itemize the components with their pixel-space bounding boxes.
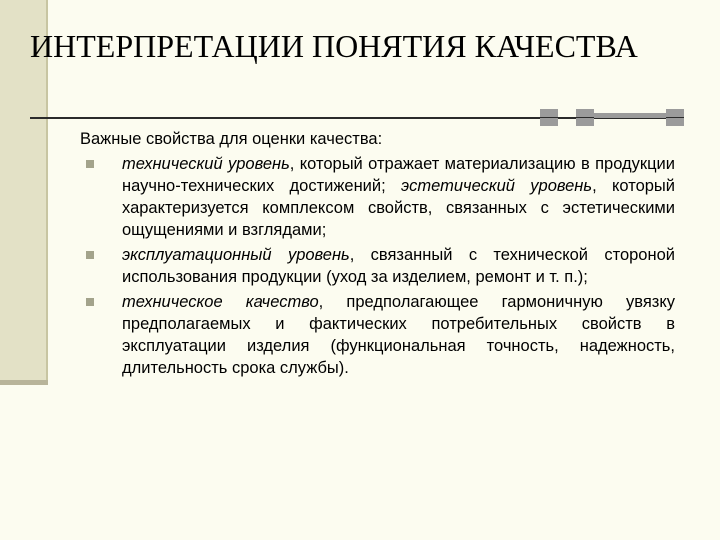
list-item: [80, 153, 675, 241]
list-item: [80, 244, 675, 288]
corner-square-top-right: [666, 109, 684, 117]
description-text: , который отражает материализацию в продукции научно-технических достижений;: [122, 155, 675, 195]
corner-square-bottom-right: [666, 118, 684, 126]
slide-content: [80, 128, 675, 382]
term-text: технический уровень: [122, 155, 290, 173]
corner-square-top-mid: [576, 109, 594, 117]
description-text: , предполагающее гармоничную увязку предполагаемых и фактических потребительных свойств в эксплуатации изделия (функциональная точность, надежность, длительность срока службы).: [122, 293, 676, 377]
term-text: эстетический уровень: [401, 177, 593, 195]
list-item: [80, 291, 675, 379]
corner-square-top-left: [540, 109, 558, 117]
term-text: техническое качество: [122, 293, 319, 311]
corner-squares-decoration: [540, 109, 684, 126]
term-text: эксплуатационный уровень: [122, 246, 350, 264]
left-bar-bottom-edge: [0, 380, 48, 385]
description-text: , который характеризуется комплексом свойств, связанных с эстетическими ощущениями и взглядами;: [122, 177, 675, 239]
intro-text: Важные свойства для оценки качества:: [80, 130, 383, 148]
properties-list: [80, 153, 675, 379]
square-bullet-icon: [86, 298, 94, 306]
corner-strip: [594, 113, 666, 118]
slide-title: ИНТЕРПРЕТАЦИИ ПОНЯТИЯ КАЧЕСТВА: [30, 28, 638, 64]
square-bullet-icon: [86, 251, 94, 259]
square-bullet-icon: [86, 160, 94, 168]
description-text: , связанный с технической стороной использования продукции (уход за изделием, ремонт и т. п.);: [122, 246, 675, 286]
corner-square-bottom-mid: [576, 118, 594, 126]
corner-square-bottom-left: [540, 118, 558, 126]
